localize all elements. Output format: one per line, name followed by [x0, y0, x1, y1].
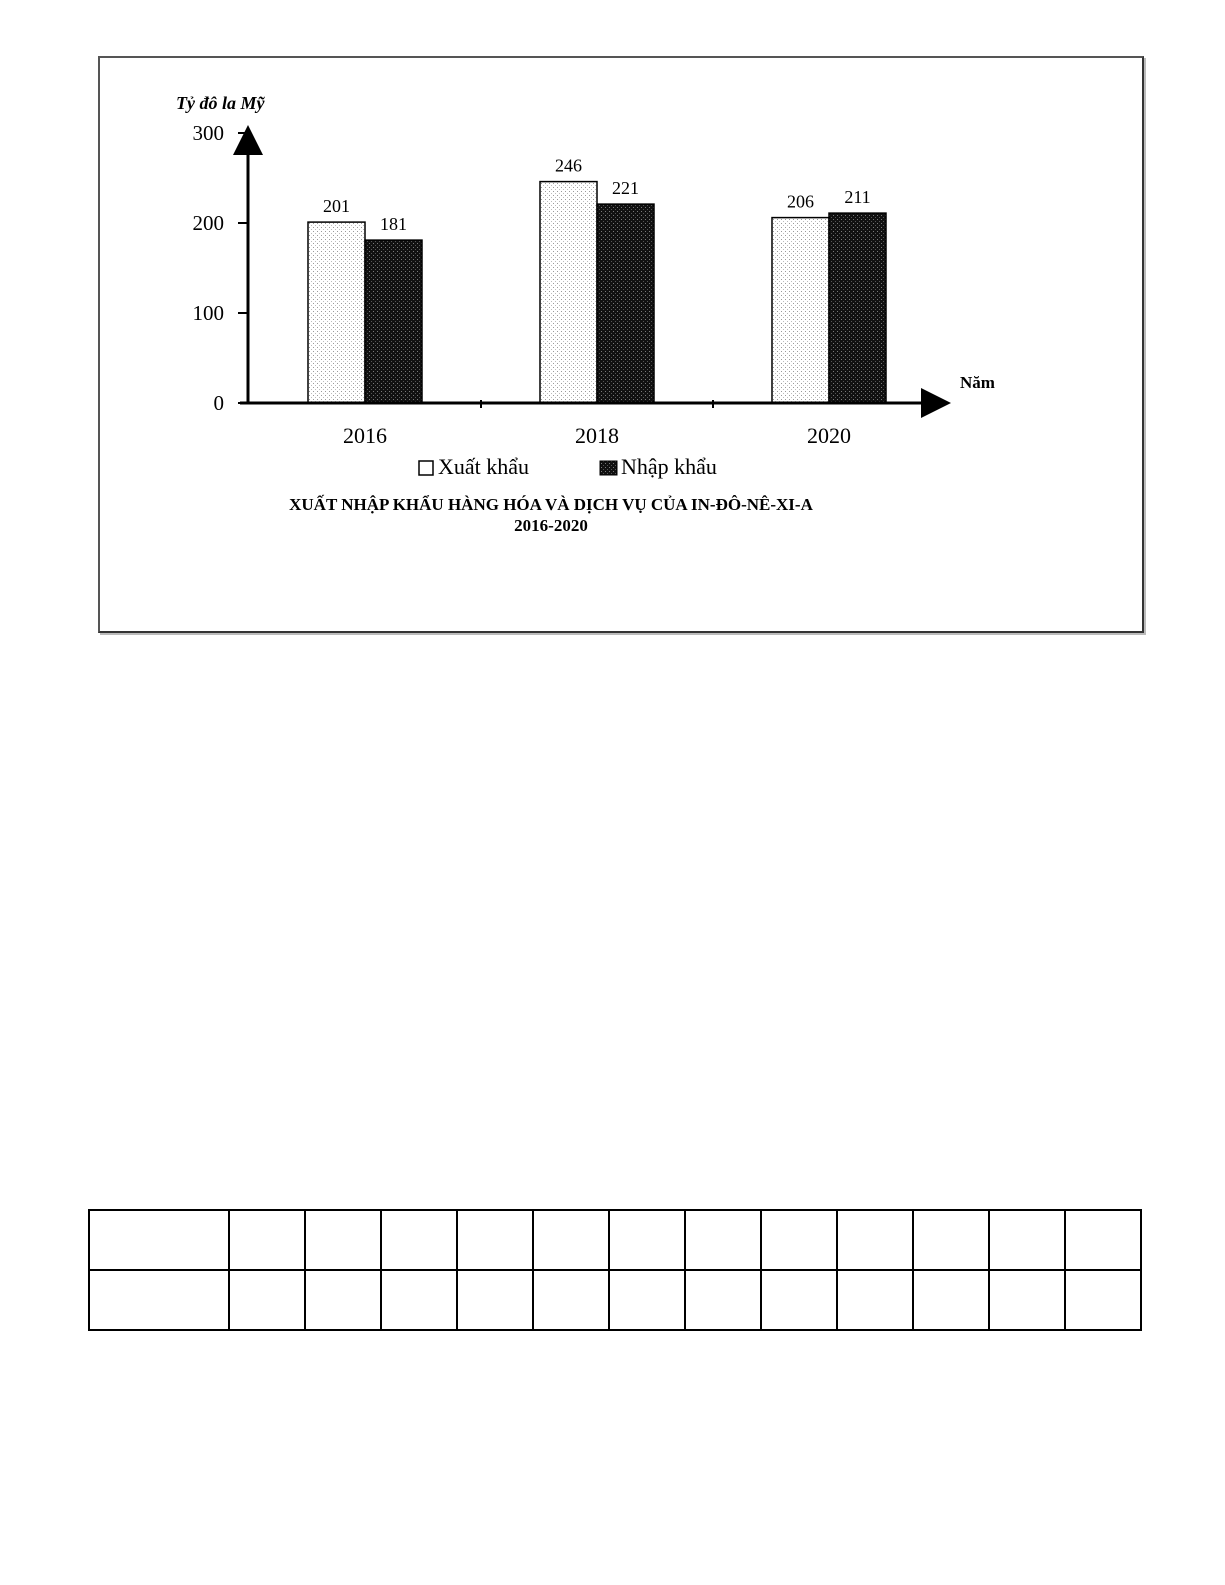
legend-label-import: Nhập khẩu	[621, 454, 717, 479]
answer-table-cell	[457, 1210, 533, 1270]
bar-value-label: 201	[323, 196, 350, 217]
answer-table-cell	[989, 1210, 1065, 1270]
y-tick-label: 0	[213, 391, 224, 415]
y-tick-label: 200	[192, 211, 224, 235]
answer-table-cell	[1065, 1270, 1141, 1330]
chart-frame	[98, 56, 1144, 633]
answer-table-row	[89, 1270, 1141, 1330]
bar-import-2018	[597, 204, 654, 403]
y-ticks	[193, 121, 249, 415]
answer-table-cell	[609, 1270, 685, 1330]
answer-table-cell	[989, 1270, 1065, 1330]
bar-export-2020	[772, 218, 829, 403]
legend-label-export: Xuất khẩu	[438, 454, 530, 479]
x-tick-label: 2020	[807, 423, 851, 448]
answer-table-cell	[913, 1270, 989, 1330]
answer-table	[88, 1209, 1142, 1331]
answer-table-row	[89, 1210, 1141, 1270]
bar-value-label: 246	[555, 155, 582, 176]
answer-table-cell	[89, 1270, 229, 1330]
legend-swatch-export	[419, 461, 433, 475]
answer-table-cell	[761, 1210, 837, 1270]
answer-table-cell	[837, 1210, 913, 1270]
legend	[419, 454, 717, 479]
x-ticks	[343, 400, 851, 448]
y-tick-label: 100	[192, 301, 224, 325]
answer-table-cell	[229, 1210, 305, 1270]
x-tick-label: 2016	[343, 423, 387, 448]
x-axis-label: Năm	[960, 373, 995, 392]
bar-export-2016	[308, 222, 365, 403]
bar-value-label: 181	[380, 214, 407, 235]
bar-chart	[100, 58, 1142, 631]
answer-table-cell	[305, 1210, 381, 1270]
bar-export-2018	[540, 182, 597, 403]
answer-table-cell	[685, 1270, 761, 1330]
answer-table-cell	[305, 1270, 381, 1330]
answer-table-cell	[381, 1270, 457, 1330]
bar-import-2016	[365, 240, 422, 403]
chart-title: XUẤT NHẬP KHẨU HÀNG HÓA VÀ DỊCH VỤ CỦA IN-ĐÔ-NÊ-XI-A	[289, 495, 813, 514]
y-axis-label: Tỷ đô la Mỹ	[176, 93, 265, 113]
answer-table-cell	[685, 1210, 761, 1270]
answer-table-cell	[457, 1270, 533, 1330]
chart-subtitle: 2016-2020	[514, 516, 588, 535]
answer-table-cell	[913, 1210, 989, 1270]
x-tick-label: 2018	[575, 423, 619, 448]
answer-table-cell	[1065, 1210, 1141, 1270]
legend-swatch-import	[600, 461, 617, 475]
answer-table-cell	[609, 1210, 685, 1270]
answer-table-cell	[89, 1210, 229, 1270]
bar-value-label: 206	[787, 191, 814, 212]
answer-table-cell	[761, 1270, 837, 1330]
answer-table-cell	[381, 1210, 457, 1270]
bar-value-label: 211	[844, 187, 871, 208]
answer-table-cell	[533, 1270, 609, 1330]
bar-value-label: 221	[612, 178, 639, 199]
bar-import-2020	[829, 213, 886, 403]
answer-table-cell	[837, 1270, 913, 1330]
answer-table-cell	[229, 1270, 305, 1330]
y-tick-label: 300	[192, 121, 224, 145]
answer-table-cell	[533, 1210, 609, 1270]
